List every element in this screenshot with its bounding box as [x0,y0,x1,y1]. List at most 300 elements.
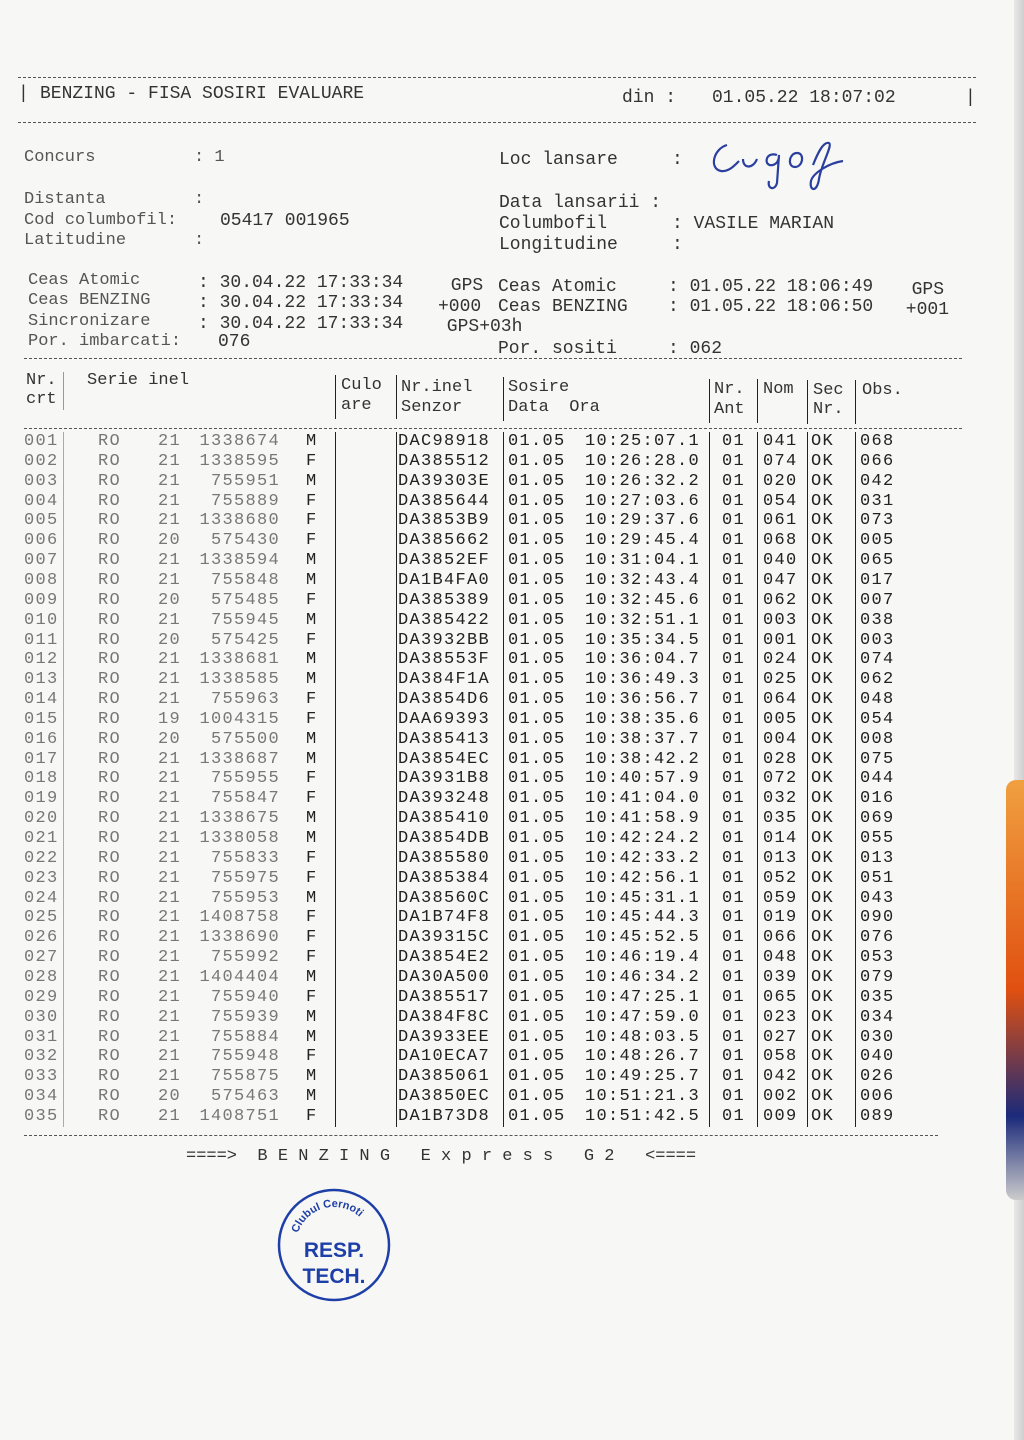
col-separator [503,432,504,1127]
sex: M [306,729,318,749]
ring-country: RO [98,432,122,451]
ring-year: 20 [158,590,182,610]
sec-status: OK [811,1087,835,1107]
ring-year: 21 [158,511,182,531]
obs-value: 006 [860,1087,895,1107]
print-date: 01.05.22 18:07:02 [712,88,896,108]
antenna-nr: 01 [722,610,746,630]
ring-year: 21 [158,1027,182,1047]
ceas-benzing-start-label: Ceas BENZING [28,291,151,310]
ceas-atomic-start-value: : 30.04.22 17:33:34 [198,273,404,293]
cod-label: Cod columbofil: [24,211,178,230]
ring-number: 755963 [210,690,280,710]
sensor-ring: DA30A500 [398,967,491,987]
col-nom: Nom [763,380,794,399]
nom-nr: 061 [763,511,798,531]
ceas-atomic-start-suffix: GPS [440,276,484,296]
ring-country: RO [98,590,122,610]
ring-number: 1338058 [199,829,280,848]
ring-country: RO [98,570,122,590]
ring-country: RO [98,908,122,928]
col-separator [63,372,64,410]
sex: F [306,987,318,1007]
sex: F [306,1106,318,1126]
col-sosire-line1: Sosire [508,378,570,397]
sec-status: OK [811,451,835,471]
sex: M [306,888,318,908]
ring-number: 755992 [210,948,280,968]
obs-value: 035 [860,987,895,1007]
ceas-atomic-end-value: : 01.05.22 18:06:49 [668,277,874,297]
ring-country: RO [98,948,122,968]
loc-lansare-sep: : [672,150,683,170]
sex: M [306,1087,318,1107]
ring-year: 21 [158,1047,182,1067]
row-number: 017 [24,749,59,769]
obs-value: 074 [860,650,895,670]
nom-nr: 019 [763,908,798,928]
distanta-value: : [194,190,205,209]
nom-nr: 054 [763,491,798,511]
arrival-time: 10:32:43.4 [584,570,700,590]
ring-number: 575463 [210,1087,280,1107]
obs-value: 040 [860,1047,895,1067]
arrival-time: 10:36:04.7 [584,650,700,670]
header-left-bar: | [18,84,29,104]
sec-status: OK [811,829,835,848]
sensor-ring: DA3854E2 [398,948,491,968]
ring-year: 21 [158,650,182,670]
ring-number: 755847 [210,789,280,809]
ring-year: 21 [158,908,182,928]
col-separator [396,432,397,1127]
sex: F [306,630,318,650]
sensor-ring: DA385384 [398,868,491,888]
sex: M [306,1007,318,1027]
ring-year: 20 [158,729,182,749]
antenna-nr: 01 [722,868,746,888]
row-number: 033 [24,1067,59,1087]
col-ant-line2: Ant [714,400,745,419]
ring-number: 1338687 [199,749,280,769]
obs-value: 076 [860,928,895,948]
ring-number: 1408758 [199,908,280,928]
arrival-time: 10:38:42.2 [584,749,700,769]
sensor-ring: DA1B4FA0 [398,570,491,590]
sincronizare-suffix: GPS+03h [436,317,523,337]
obs-value: 038 [860,610,895,630]
ring-country: RO [98,471,122,491]
row-number: 013 [24,670,59,690]
sec-status: OK [811,551,835,571]
ring-country: RO [98,749,122,769]
obs-value: 062 [860,670,895,690]
ring-country: RO [98,491,122,511]
ring-country: RO [98,1067,122,1087]
ring-year: 21 [158,868,182,888]
imbarcati-label: Por. imbarcati: [28,332,182,351]
ring-number: 1338680 [199,511,280,531]
antenna-nr: 01 [722,432,746,451]
antenna-nr: 01 [722,650,746,670]
antenna-nr: 01 [722,1087,746,1107]
ring-country: RO [98,690,122,710]
ring-number: 1004315 [199,709,280,729]
antenna-nr: 01 [722,531,746,551]
ring-country: RO [98,928,122,948]
obs-value: 026 [860,1067,895,1087]
sositi-value: : 062 [668,339,723,359]
sensor-ring: DA3850EC [398,1087,491,1107]
data-lansarii-label: Data lansarii : [499,193,662,213]
obs-value: 042 [860,471,895,491]
divider [18,122,976,123]
row-number: 016 [24,729,59,749]
sec-status: OK [811,610,835,630]
nom-nr: 004 [763,729,798,749]
ring-country: RO [98,829,122,848]
sensor-ring: DA39315C [398,928,491,948]
row-number: 020 [24,809,59,829]
sex: F [306,511,318,531]
ring-year: 21 [158,471,182,491]
antenna-nr: 01 [722,948,746,968]
longitudine-value: : [672,235,683,255]
sex: F [306,769,318,789]
antenna-nr: 01 [722,888,746,908]
arrival-time: 10:26:32.2 [584,471,700,491]
arrival-time: 10:31:04.1 [584,551,700,571]
arrival-date: 01.05 [508,987,566,1007]
cod-value: 05417 001965 [220,211,350,231]
sec-status: OK [811,590,835,610]
arrival-date: 01.05 [508,928,566,948]
row-number: 015 [24,709,59,729]
obs-value: 089 [860,1106,895,1126]
antenna-nr: 01 [722,709,746,729]
ring-number: 1338594 [199,551,280,571]
ring-year: 21 [158,848,182,868]
ring-number: 755848 [210,570,280,590]
ring-number: 1404404 [199,967,280,987]
antenna-nr: 01 [722,749,746,769]
ring-country: RO [98,888,122,908]
ring-year: 21 [158,888,182,908]
arrival-date: 01.05 [508,789,566,809]
arrival-time: 10:38:37.7 [584,729,700,749]
arrival-date: 01.05 [508,1007,566,1027]
sex: M [306,829,318,848]
arrival-date: 01.05 [508,570,566,590]
ring-year: 19 [158,709,182,729]
arrival-time: 10:32:51.1 [584,610,700,630]
ring-number: 575500 [210,729,280,749]
ring-year: 21 [158,451,182,471]
row-number: 034 [24,1087,59,1107]
imbarcati-value: 076 [218,332,251,352]
sensor-ring: DA385389 [398,590,491,610]
sec-status: OK [811,531,835,551]
sensor-ring: DA3854DB [398,829,491,848]
obs-value: 044 [860,769,895,789]
sec-status: OK [811,848,835,868]
antenna-nr: 01 [722,511,746,531]
divider [24,428,962,429]
antenna-nr: 01 [722,491,746,511]
row-number: 004 [24,491,59,511]
arrival-time: 10:46:19.4 [584,948,700,968]
arrival-time: 10:42:24.2 [584,829,700,848]
antenna-nr: 01 [722,1067,746,1087]
sec-status: OK [811,670,835,690]
antenna-nr: 01 [722,551,746,571]
arrival-time: 10:49:25.7 [584,1067,700,1087]
antenna-nr: 01 [722,1027,746,1047]
row-number: 009 [24,590,59,610]
divider [24,1135,938,1136]
arrival-date: 01.05 [508,491,566,511]
ring-year: 20 [158,1087,182,1107]
arrival-time: 10:46:34.2 [584,967,700,987]
arrival-date: 01.05 [508,1027,566,1047]
row-number: 014 [24,690,59,710]
sex: F [306,789,318,809]
ring-country: RO [98,451,122,471]
nom-nr: 040 [763,551,798,571]
row-number: 005 [24,511,59,531]
ring-number: 1408751 [199,1106,280,1126]
arrival-date: 01.05 [508,829,566,848]
sensor-ring: DA10ECA7 [398,1047,491,1067]
ring-number: 755889 [210,491,280,511]
ring-number: 755875 [210,1067,280,1087]
ring-country: RO [98,670,122,690]
ring-country: RO [98,1087,122,1107]
sec-status: OK [811,888,835,908]
nom-nr: 002 [763,1087,798,1107]
obs-value: 007 [860,590,895,610]
ring-year: 21 [158,1067,182,1087]
ring-year: 21 [158,928,182,948]
row-number: 035 [24,1106,59,1126]
sensor-ring: DA3854EC [398,749,491,769]
arrival-date: 01.05 [508,729,566,749]
col-senzor-line2: Senzor [401,398,463,417]
ring-number: 755951 [210,471,280,491]
sex: F [306,1047,318,1067]
nom-nr: 042 [763,1067,798,1087]
svg-text:TECH.: TECH. [302,1265,366,1288]
arrival-time: 10:45:44.3 [584,908,700,928]
nom-nr: 065 [763,987,798,1007]
nom-nr: 027 [763,1027,798,1047]
sensor-ring: DA385512 [398,451,491,471]
arrival-time: 10:40:57.9 [584,769,700,789]
arrival-time: 10:41:58.9 [584,809,700,829]
sec-status: OK [811,769,835,789]
sec-status: OK [811,570,835,590]
ring-number: 755975 [210,868,280,888]
arrival-time: 10:29:37.6 [584,511,700,531]
nom-nr: 052 [763,868,798,888]
sex: F [306,948,318,968]
ring-year: 21 [158,987,182,1007]
obs-value: 003 [860,630,895,650]
latitudine-value: : [194,231,205,250]
sex: F [306,491,318,511]
arrival-time: 10:47:25.1 [584,987,700,1007]
sex: M [306,809,318,829]
ring-year: 20 [158,531,182,551]
arrival-date: 01.05 [508,1087,566,1107]
sensor-ring: DA3854D6 [398,690,491,710]
row-number: 025 [24,908,59,928]
obs-value: 053 [860,948,895,968]
sec-status: OK [811,967,835,987]
sensor-ring: DA3933EE [398,1027,491,1047]
header-right-bar: | [965,88,976,108]
ring-number: 575485 [210,590,280,610]
arrival-date: 01.05 [508,432,566,451]
nom-nr: 048 [763,948,798,968]
sensor-ring: DA39303E [398,471,491,491]
ring-number: 1338675 [199,809,280,829]
sec-status: OK [811,868,835,888]
ring-country: RO [98,967,122,987]
resp-tech-stamp [274,1185,394,1305]
arrival-date: 01.05 [508,1047,566,1067]
ring-year: 21 [158,570,182,590]
sex: M [306,1027,318,1047]
arrival-date: 01.05 [508,471,566,491]
arrival-date: 01.05 [508,809,566,829]
loc-lansare-label: Loc lansare [499,150,618,170]
col-nr-line2: crt [26,390,57,409]
row-number: 006 [24,531,59,551]
sec-status: OK [811,471,835,491]
ring-number: 755833 [210,848,280,868]
ring-number: 1338585 [199,670,280,690]
obs-value: 065 [860,551,895,571]
antenna-nr: 01 [722,1007,746,1027]
ring-year: 21 [158,610,182,630]
antenna-nr: 01 [722,967,746,987]
divider [18,77,976,78]
concurs-value: : 1 [194,148,225,167]
row-number: 012 [24,650,59,670]
antenna-nr: 01 [722,789,746,809]
arrival-date: 01.05 [508,590,566,610]
antenna-nr: 01 [722,1106,746,1126]
antenna-nr: 01 [722,630,746,650]
antenna-nr: 01 [722,908,746,928]
obs-value: 054 [860,709,895,729]
ring-country: RO [98,630,122,650]
sex: F [306,531,318,551]
col-culoare-line2: are [341,396,372,415]
arrival-date: 01.05 [508,610,566,630]
sex: F [306,709,318,729]
arrival-time: 10:35:34.5 [584,630,700,650]
obs-value: 030 [860,1027,895,1047]
ring-country: RO [98,729,122,749]
row-number: 023 [24,868,59,888]
row-number: 018 [24,769,59,789]
antenna-nr: 01 [722,729,746,749]
col-separator [335,432,336,1127]
col-separator [335,375,336,419]
col-sosire-line2: Data Ora [508,398,600,417]
obs-value: 068 [860,432,895,451]
nom-nr: 059 [763,888,798,908]
nom-nr: 014 [763,829,798,848]
arrival-date: 01.05 [508,709,566,729]
ring-number: 755939 [210,1007,280,1027]
sec-status: OK [811,749,835,769]
col-separator [63,432,64,1127]
nom-nr: 001 [763,630,798,650]
ceas-benzing-end-suffix: +001 [895,300,950,320]
sec-status: OK [811,630,835,650]
sensor-ring: DA38560C [398,888,491,908]
ring-year: 21 [158,829,182,848]
sensor-ring: DA393248 [398,789,491,809]
footer-brand: ====> B E N Z I N G E x p r e s s G 2 <==== [186,1147,697,1166]
obs-value: 008 [860,729,895,749]
sec-status: OK [811,789,835,809]
antenna-nr: 01 [722,809,746,829]
row-number: 029 [24,987,59,1007]
arrival-time: 10:42:33.2 [584,848,700,868]
col-culoare-line1: Culo [341,376,382,395]
arrival-time: 10:36:56.7 [584,690,700,710]
antenna-nr: 01 [722,570,746,590]
ceas-benzing-end-value: : 01.05.22 18:06:50 [668,297,874,317]
ring-number: 575425 [210,630,280,650]
arrival-date: 01.05 [508,531,566,551]
sex: M [306,432,318,451]
sincronizare-value: : 30.04.22 17:33:34 [198,314,404,334]
row-number: 021 [24,829,59,848]
sec-status: OK [811,809,835,829]
ring-year: 21 [158,1007,182,1027]
arrival-date: 01.05 [508,650,566,670]
nom-nr: 074 [763,451,798,471]
arrival-date: 01.05 [508,908,566,928]
sex: M [306,967,318,987]
sensor-ring: DA3852EF [398,551,491,571]
ring-year: 21 [158,809,182,829]
ring-year: 21 [158,789,182,809]
obs-value: 017 [860,570,895,590]
nom-nr: 047 [763,570,798,590]
arrival-date: 01.05 [508,690,566,710]
sensor-ring: DAA69393 [398,709,491,729]
arrival-time: 10:25:07.1 [584,432,700,451]
sex: F [306,908,318,928]
col-separator [807,380,808,424]
nom-nr: 039 [763,967,798,987]
col-ant-line1: Nr. [714,380,745,399]
ring-country: RO [98,848,122,868]
arrival-time: 10:32:45.6 [584,590,700,610]
ceas-benzing-start-value: : 30.04.22 17:33:34 [198,293,404,313]
background-object [1006,780,1024,1200]
row-number: 019 [24,789,59,809]
nom-nr: 035 [763,809,798,829]
sex: F [306,848,318,868]
arrival-date: 01.05 [508,451,566,471]
